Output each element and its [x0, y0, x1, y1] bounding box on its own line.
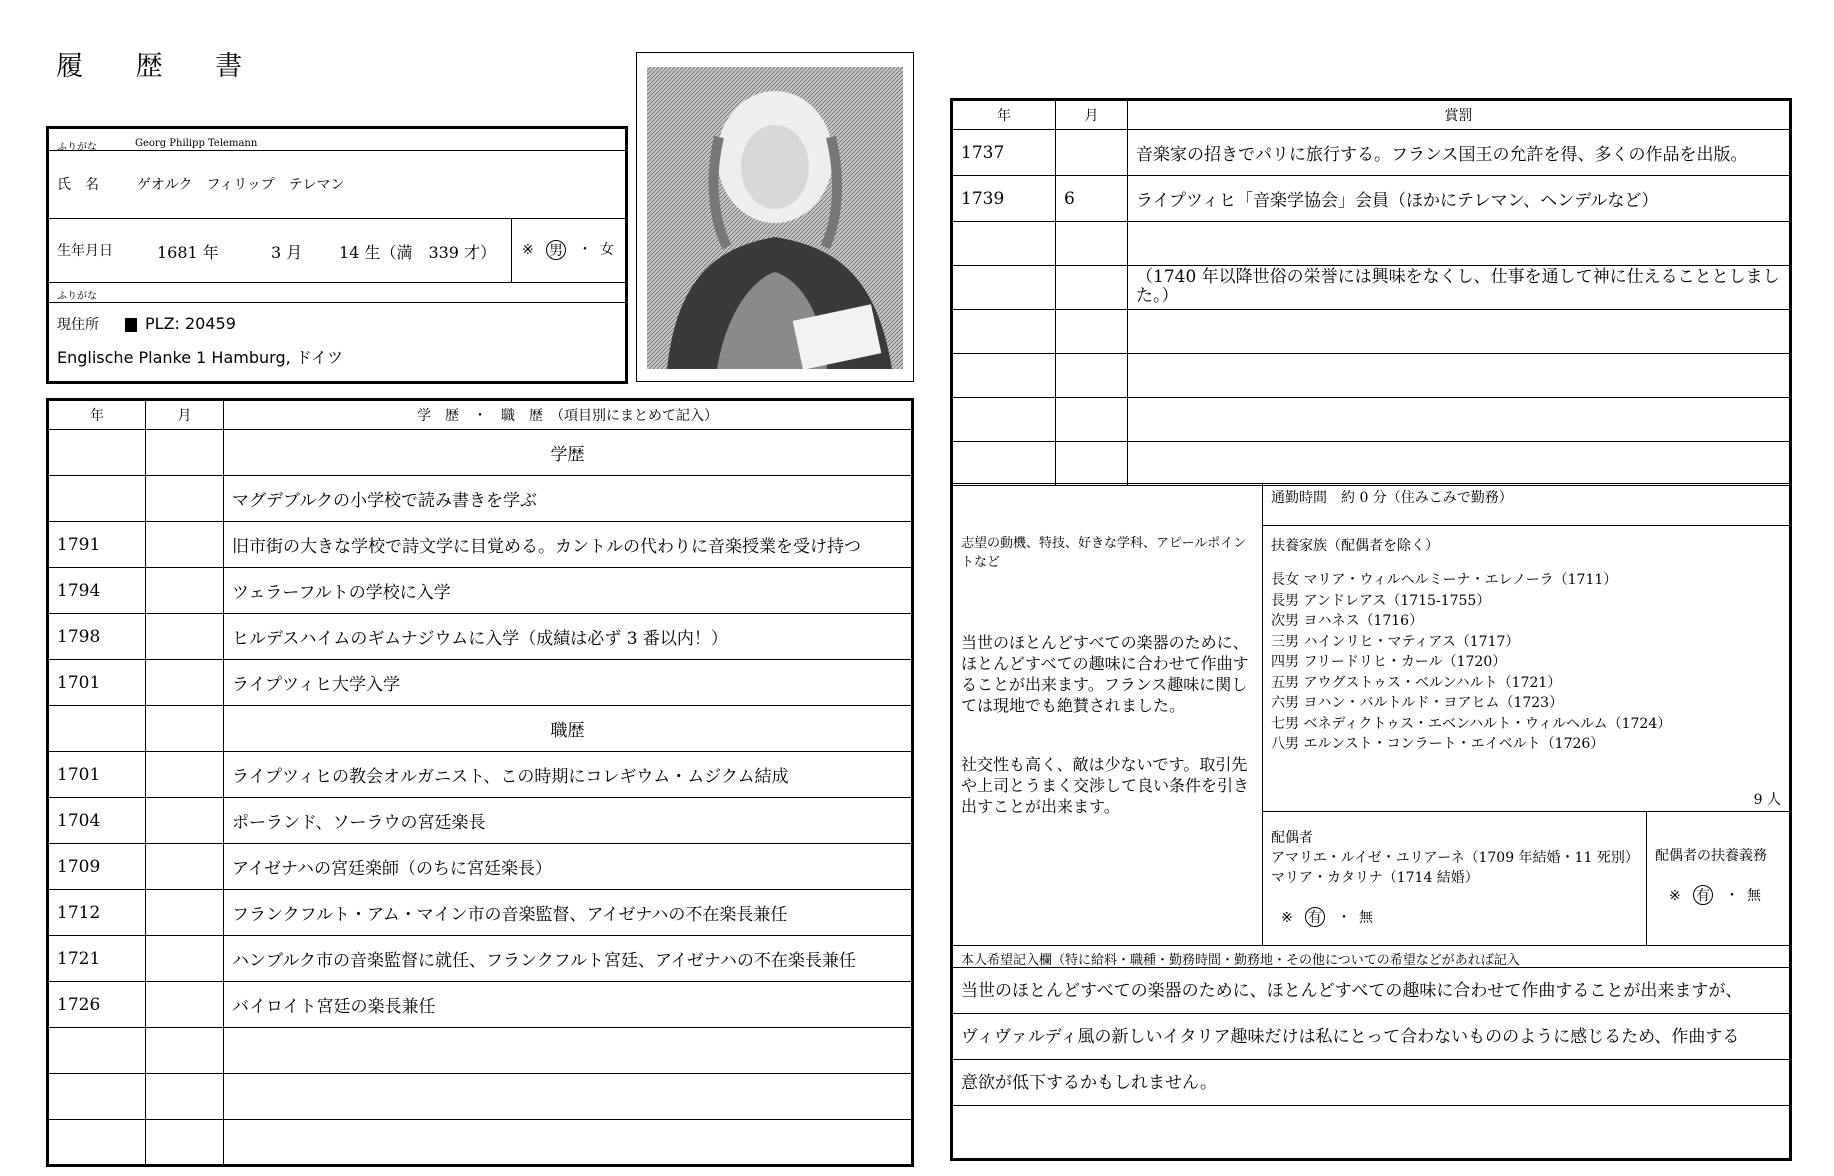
- history-content-cell: ヒルデスハイムのギムナジウムに入学（成績は必ず 3 番以内！）: [224, 614, 913, 660]
- history-content-cell: ハンブルク市の音楽監督に就任、フランクフルト宮廷、アイゼナハの不在楽長兼任: [224, 936, 913, 982]
- dependent-item: 八男 エルンスト・コンラート・エイベルト（1726）: [1271, 736, 1605, 752]
- commute-text: 通勤時間 約 0 分（住みこみで勤務）: [1271, 490, 1513, 506]
- history-year-cell: [48, 1028, 146, 1074]
- history-row: [48, 614, 913, 660]
- spouse-support-separator: ・: [1725, 888, 1739, 904]
- history-row: [48, 476, 913, 522]
- history-header-row: [48, 400, 913, 430]
- awards-year-cell: [952, 310, 1056, 354]
- history-row: [48, 752, 913, 798]
- spouse-support-yes-circled: 有: [1693, 885, 1713, 905]
- history-year-cell: [48, 476, 146, 522]
- awards-row: [952, 442, 1791, 486]
- wishes-lines: [953, 968, 1789, 1152]
- awards-header-month: 月: [1056, 100, 1128, 130]
- motivation-paragraph-1: 当世のほとんどすべての楽器のために、ほとんどすべての趣味に合わせて作曲することが出来ます。フランス趣味に関しては現地でも絶賛されました。: [961, 633, 1249, 715]
- dependent-item: 六男 ヨハン・バルトルド・ヨアヒム（1723）: [1271, 695, 1564, 711]
- history-content-cell: [224, 1028, 913, 1074]
- history-row: [48, 844, 913, 890]
- document-title: 履 歴 書: [56, 51, 265, 82]
- history-row: [48, 982, 913, 1028]
- spouse-support-cell: [1647, 812, 1789, 946]
- history-month-cell: [146, 1074, 224, 1120]
- awards-content-cell: ライプツィヒ「音楽学協会」会員（ほかにテレマン、ヘンデルなど）: [1128, 176, 1791, 222]
- gender-mark: ※: [522, 242, 534, 258]
- motivation-paragraph-2: 社交性も高く、敵は少ないです。取引先や上司とうまく交渉して良い条件を引き出すことが出来ます。: [961, 755, 1250, 816]
- dependent-item: 三男 ハインリヒ・マティアス（1717）: [1271, 633, 1520, 650]
- awards-header-year: 年: [952, 100, 1056, 130]
- birth-month: 3 月: [271, 243, 303, 262]
- wishes-label-row: [953, 946, 1789, 968]
- awards-month-cell: [1056, 398, 1128, 442]
- history-year-cell: [48, 1120, 146, 1166]
- wishes-line: [953, 1106, 1789, 1152]
- awards-year-cell: [952, 398, 1056, 442]
- awards-row: [952, 222, 1791, 266]
- history-year-cell: [48, 706, 146, 752]
- awards-row: [952, 176, 1791, 222]
- awards-year-cell: 1737: [952, 130, 1056, 176]
- awards-year-cell: [952, 354, 1056, 398]
- furigana-value: Georg Philipp Telemann: [135, 138, 258, 149]
- motivation-cell: [953, 484, 1263, 946]
- spouse-support-label: 配偶者の扶養義務: [1655, 848, 1767, 864]
- spouse-separator: ・: [1337, 910, 1351, 926]
- history-year-cell: 1712: [48, 890, 146, 936]
- history-row: [48, 798, 913, 844]
- history-content-cell: バイロイト宮廷の楽長兼任: [224, 982, 913, 1028]
- photo-frame: [636, 52, 914, 382]
- history-content-cell: [224, 1074, 913, 1120]
- spouse-cell: [1263, 812, 1647, 946]
- history-row: [48, 568, 913, 614]
- spouse-support-no: 無: [1747, 888, 1761, 904]
- history-header-content: 学 歴 ・ 職 歴 （項目別にまとめて記入）: [224, 400, 913, 430]
- birth-row: [49, 219, 625, 283]
- spouse-mark: ※: [1281, 910, 1293, 926]
- history-month-cell: [146, 890, 224, 936]
- history-month-cell: [146, 1028, 224, 1074]
- history-year-cell: [48, 1074, 146, 1120]
- awards-month-cell: [1056, 222, 1128, 266]
- history-month-cell: [146, 476, 224, 522]
- awards-row: [952, 266, 1791, 310]
- awards-table: [950, 98, 1792, 486]
- awards-year-cell: [952, 442, 1056, 486]
- history-content-cell: マグデブルクの小学校で読み書きを学ぶ: [224, 476, 913, 522]
- history-month-cell: [146, 982, 224, 1028]
- dependent-item: 四男 フリードリヒ・カール（1720）: [1271, 654, 1507, 670]
- history-row: [48, 430, 913, 476]
- history-row: [48, 660, 913, 706]
- awards-row: [952, 354, 1791, 398]
- dependents-label: 扶養家族（配偶者を除く）: [1271, 538, 1439, 554]
- awards-row: [952, 310, 1791, 354]
- awards-month-cell: [1056, 130, 1128, 176]
- personal-info-box: [46, 126, 628, 384]
- gender-female: 女: [600, 242, 614, 258]
- history-rows: [48, 430, 913, 1166]
- history-row: [48, 1074, 913, 1120]
- name-value: ゲオルク フィリップ テレマン: [137, 177, 345, 193]
- awards-header-content: 賞罰: [1128, 100, 1791, 130]
- spouse-line-1: アマリエ・ルイゼ・ユリアーネ（1709 年結婚・11 死別）: [1271, 850, 1639, 866]
- history-row: [48, 936, 913, 982]
- wishes-label: 本人希望記入欄（特に給料・職種・勤務時間・勤務地・その他についての希望などがあれば記入: [961, 953, 1520, 968]
- history-content-cell: 学歴: [224, 430, 913, 476]
- wishes-line: 意欲が低下するかもしれません。: [953, 1060, 1789, 1106]
- spouse-yes-circled: 有: [1305, 907, 1325, 927]
- history-month-cell: [146, 706, 224, 752]
- dependent-item: 五男 アウグストゥス・ベルンハルト（1721）: [1271, 674, 1562, 691]
- awards-content-cell: （1740 年以降世俗の栄誉には興味をなくし、仕事を通して神に仕えることとしました。）: [1128, 266, 1791, 310]
- furigana-label: ふりがな: [57, 142, 97, 153]
- address-furigana-row: [49, 283, 625, 303]
- spouse-no: 無: [1359, 910, 1373, 926]
- history-header-month: 月: [146, 400, 224, 430]
- address-line: Englische Planke 1 Hamburg, ドイツ: [57, 348, 343, 367]
- history-row: [48, 706, 913, 752]
- spouse-line-2: マリア・カタリナ（1714 結婚）: [1271, 870, 1479, 886]
- motivation-label: 志望の動機、特技、好きな学科、アピールポイントなど: [961, 536, 1247, 570]
- history-row: [48, 1028, 913, 1074]
- spouse-support-mark: ※: [1669, 888, 1681, 904]
- awards-month-cell: [1056, 354, 1128, 398]
- history-year-cell: 1721: [48, 936, 146, 982]
- birth-day-age: 14 生（満 339 才）: [339, 243, 497, 262]
- awards-header-row: [952, 100, 1791, 130]
- history-month-cell: [146, 798, 224, 844]
- awards-month-cell: [1056, 266, 1128, 310]
- history-content-cell: ツェラーフルトの学校に入学: [224, 568, 913, 614]
- awards-row: [952, 130, 1791, 176]
- history-year-cell: 1791: [48, 522, 146, 568]
- history-year-cell: 1704: [48, 798, 146, 844]
- history-year-cell: 1798: [48, 614, 146, 660]
- dependents-cell: [1263, 526, 1789, 812]
- history-content-cell: ポーランド、ソーラウの宮廷楽長: [224, 798, 913, 844]
- history-row: [48, 522, 913, 568]
- awards-year-cell: [952, 222, 1056, 266]
- awards-year-cell: [952, 266, 1056, 310]
- history-month-cell: [146, 660, 224, 706]
- name-label: 氏 名: [57, 177, 99, 193]
- awards-content-cell: 音楽家の招きでパリに旅行する。フランス国王の允許を得、多くの作品を出版。: [1128, 130, 1791, 176]
- history-content-cell: [224, 1120, 913, 1166]
- gender-cell: [511, 219, 625, 283]
- dependents-list: [1271, 570, 1781, 755]
- awards-row: [952, 398, 1791, 442]
- lower-right-section: [950, 483, 1792, 945]
- portrait-image: [647, 67, 903, 369]
- portrait-engraving: [647, 67, 903, 369]
- history-content-cell: ライプツィヒの教会オルガニスト、この時期にコレギウム・ムジクム結成: [224, 752, 913, 798]
- history-month-cell: [146, 1120, 224, 1166]
- dependents-count: 9 人: [1753, 792, 1781, 808]
- history-month-cell: [146, 430, 224, 476]
- awards-content-cell: [1128, 222, 1791, 266]
- furigana-row: [49, 129, 625, 151]
- history-month-cell: [146, 936, 224, 982]
- awards-content-cell: [1128, 354, 1791, 398]
- history-month-cell: [146, 614, 224, 660]
- history-year-cell: 1726: [48, 982, 146, 1028]
- history-content-cell: 旧市街の大きな学校で詩文学に目覚める。カントルの代わりに音楽授業を受け持つ: [224, 522, 913, 568]
- history-year-cell: 1701: [48, 660, 146, 706]
- history-month-cell: [146, 752, 224, 798]
- history-header-year: 年: [48, 400, 146, 430]
- history-row: [48, 890, 913, 936]
- awards-rows: [952, 130, 1791, 486]
- awards-year-cell: 1739: [952, 176, 1056, 222]
- dependent-item: 長男 アンドレアス（1715-1755）: [1271, 592, 1491, 609]
- commute-cell: [1263, 484, 1789, 526]
- history-month-cell: [146, 522, 224, 568]
- address-row: [49, 303, 625, 381]
- awards-content-cell: [1128, 442, 1791, 486]
- address-furigana-label: ふりがな: [57, 291, 97, 302]
- wishes-line: 当世のほとんどすべての楽器のために、ほとんどすべての趣味に合わせて作曲することが出来ますが、: [953, 968, 1789, 1014]
- history-table: [46, 398, 914, 1167]
- history-content-cell: アイゼナハの宮廷楽師（のちに宮廷楽長）: [224, 844, 913, 890]
- awards-content-cell: [1128, 310, 1791, 354]
- wishes-section: [950, 945, 1792, 1161]
- dependent-item: 長女 マリア・ウィルヘルミーナ・エレノーラ（1711）: [1271, 572, 1618, 588]
- dependent-item: 次男 ヨハネス（1716）: [1271, 613, 1424, 629]
- postal-code: PLZ: 20459: [145, 314, 236, 333]
- history-year-cell: 1709: [48, 844, 146, 890]
- awards-month-cell: [1056, 442, 1128, 486]
- awards-content-cell: [1128, 398, 1791, 442]
- history-content-cell: 職歴: [224, 706, 913, 752]
- history-year-cell: 1701: [48, 752, 146, 798]
- history-row: [48, 1120, 913, 1166]
- history-content-cell: ライプツィヒ大学入学: [224, 660, 913, 706]
- spouse-label: 配偶者: [1271, 830, 1313, 846]
- history-year-cell: 1794: [48, 568, 146, 614]
- awards-month-cell: 6: [1056, 176, 1128, 222]
- dependent-item: 七男 ベネディクトゥス・エベンハルト・ウィルヘルム（1724）: [1271, 715, 1672, 732]
- history-year-cell: [48, 430, 146, 476]
- wishes-line: ヴィヴァルディ風の新しいイタリア趣味だけは私にとって合わないもののように感じるため、作曲する: [953, 1014, 1789, 1060]
- birth-label: 生年月日: [57, 243, 113, 259]
- name-row: [49, 151, 625, 219]
- postal-mark-icon: [125, 318, 137, 332]
- history-month-cell: [146, 844, 224, 890]
- gender-male-circled: 男: [546, 240, 566, 260]
- history-content-cell: フランクフルト・アム・マイン市の音楽監督、アイゼナハの不在楽長兼任: [224, 890, 913, 936]
- address-label: 現住所: [57, 317, 99, 333]
- gender-separator: ・: [578, 242, 592, 258]
- history-month-cell: [146, 568, 224, 614]
- awards-month-cell: [1056, 310, 1128, 354]
- birth-year: 1681 年: [157, 243, 219, 262]
